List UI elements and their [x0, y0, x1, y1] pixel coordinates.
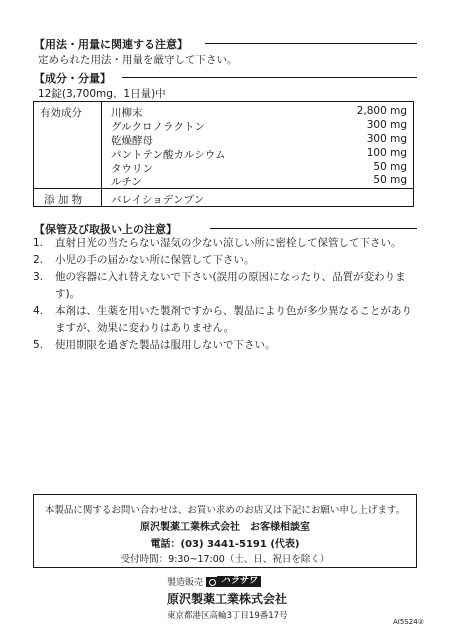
ingredient-name: パントテン酸カルシウム	[111, 149, 226, 161]
note-text: 使用期限を過ぎた製品は服用しないで下さい。	[55, 339, 276, 351]
manufacturer-name: 原沢製薬工業株式会社	[167, 592, 288, 606]
ingredient-amount: 100 mg	[366, 147, 407, 159]
ingredient-name: 川柳末	[111, 107, 143, 119]
note-text: 小児の手の届かない所に保管して下さい。	[55, 254, 255, 266]
note-text: 他の容器に入れ替えないで下さい(誤用の原因になったり、品質が変わります)。	[55, 271, 406, 300]
ingredient-amount: 50 mg	[373, 174, 407, 186]
list-item	[33, 252, 418, 269]
note-text: 直射日光の当たらない湿気の少ない涼しい所に密栓して保管して下さい。	[55, 237, 402, 249]
storage-heading-rule	[210, 228, 417, 229]
company-logo-icon	[206, 577, 217, 587]
usage-heading: 【用法・用量に関連する注意】	[34, 38, 188, 51]
ingredient-row	[111, 133, 407, 148]
manufacturer-label: 製造販売	[167, 578, 204, 588]
table-column-divider	[101, 102, 102, 206]
composition-table	[33, 101, 414, 207]
ingredient-name: タウリン	[111, 163, 153, 175]
usage-text: 定められた用法・用量を厳守して下さい。	[38, 54, 238, 66]
list-item	[33, 303, 418, 337]
contact-hours: 受付時間：9:30~17:00（土、日、祝日を除く）	[120, 554, 330, 565]
additive-name: バレイショデンプン	[111, 194, 205, 206]
contact-department: 原沢製薬工業株式会社 お客様相談室	[140, 522, 310, 533]
additive-row	[111, 192, 407, 207]
note-number: 4.	[33, 305, 44, 317]
document-code: AI5S24②	[393, 618, 424, 626]
active-ingredients-label: 有効成分	[40, 107, 82, 119]
contact-phone: 電話：(03) 3441-5191 (代表)	[150, 539, 300, 550]
dosage-text: 12錠(3,700mg、1日量)中	[38, 88, 166, 100]
contact-box	[33, 494, 417, 568]
note-number: 1.	[33, 237, 44, 249]
ingredient-amount: 300 mg	[366, 133, 407, 145]
list-item	[33, 269, 418, 303]
ingredient-row	[111, 174, 407, 189]
ingredient-amount: 300 mg	[366, 119, 407, 131]
composition-heading: 【成分・分量】	[34, 72, 111, 85]
list-item	[33, 235, 418, 252]
ingredient-row	[111, 147, 407, 162]
storage-heading: 【保管及び取扱い上の注意】	[34, 223, 177, 236]
contact-intro: 本製品に関するお問い合わせは、お買い求めのお店又は下記にお願い申し上げます。	[44, 505, 406, 516]
note-number: 3.	[33, 271, 44, 283]
manufacturer-block	[167, 575, 307, 621]
ingredient-row	[111, 119, 407, 134]
list-item	[33, 337, 418, 354]
ingredient-amount: 2,800 mg	[356, 105, 407, 117]
storage-notes-list	[33, 235, 418, 354]
ingredient-row	[111, 105, 407, 120]
ingredient-name: 乾燥酵母	[111, 135, 153, 147]
usage-heading-rule	[205, 43, 417, 44]
note-text: 本剤は、生薬を用いた製剤ですから、製品により色が多少異なることがありますが、効果に変わりはありません。	[55, 305, 412, 334]
note-number: 5.	[33, 339, 44, 351]
company-logo-text: ハラサワ	[217, 576, 261, 587]
ingredient-name: ルチン	[111, 176, 142, 188]
additive-label: 添 加 物	[44, 194, 83, 206]
ingredient-amount: 50 mg	[373, 161, 407, 173]
ingredient-name: グルクロノラクトン	[111, 121, 205, 133]
manufacturer-address: 東京都港区高輪3丁目19番17号	[167, 611, 288, 621]
note-number: 2.	[33, 254, 44, 266]
composition-heading-rule	[122, 77, 417, 78]
